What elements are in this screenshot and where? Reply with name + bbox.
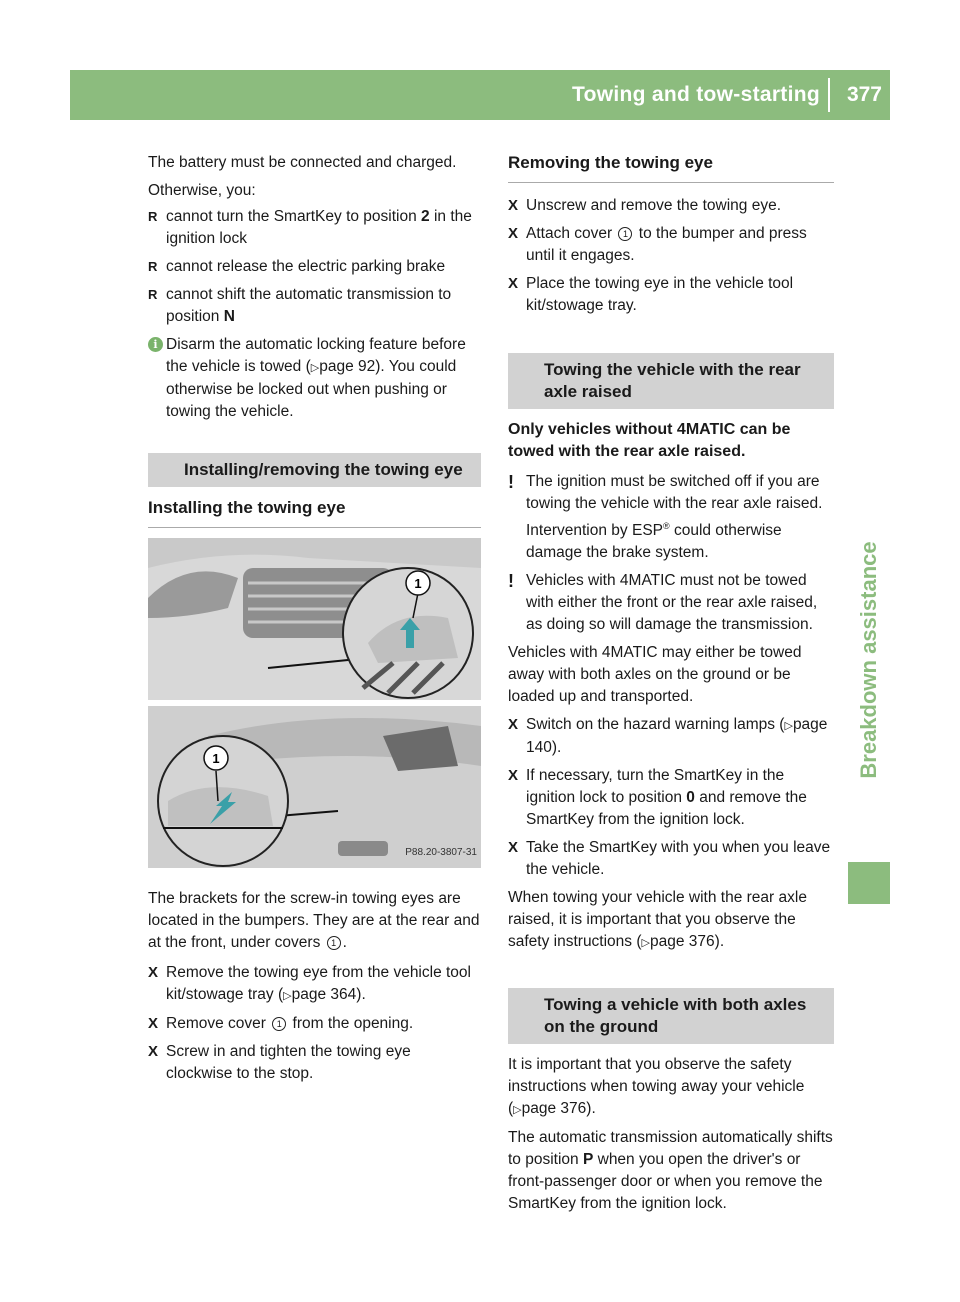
warning-icon: ! [508, 472, 514, 492]
page-ref-icon: ▷ [784, 720, 793, 733]
page-ref-link[interactable]: page 376 [650, 933, 715, 951]
instruction-step: X Unscrew and remove the towing eye. [508, 195, 834, 217]
step-arrow-icon: X [508, 275, 519, 292]
callout-1-icon: 1 [272, 1017, 286, 1031]
instruction-step: X Switch on the hazard warning lamps (▷page 140). [508, 716, 828, 757]
brackets-paragraph: The brackets for the screw-in towing eyes are located in the bumpers. They are at the rear and at the front, under covers 1 . [148, 890, 480, 951]
step-arrow-icon: X [148, 1015, 159, 1032]
figure-callout-rear: 1 [212, 751, 220, 766]
page-ref-link[interactable]: page 364 [291, 986, 357, 1003]
rear-axle-notice: Only vehicles without 4MATIC can be towed with the rear axle raised. [508, 421, 791, 460]
step-arrow-icon: X [148, 1043, 159, 1060]
bullet-item: R cannot turn the SmartKey to position 2 in the ignition lock [148, 206, 481, 250]
front-bumper-image [148, 538, 481, 700]
page-number: 377 [846, 83, 882, 106]
step-arrow-icon: X [508, 839, 519, 857]
step-arrow-icon: X [508, 225, 519, 242]
both-axles-paragraph-1: It is important that you observe the safety instructions when towing away your vehicle (▷page 376). [508, 1056, 805, 1118]
step-arrow-icon: X [508, 197, 519, 214]
step-arrow-icon: X [508, 767, 519, 785]
instruction-step: X Place the towing eye in the vehicle tool kit/stowage tray. [508, 275, 794, 314]
warning-note: ! The ignition must be switched off if you are towing the vehicle with the rear axle raised. Intervention by ESP® could otherwise damage the brake system. [508, 472, 823, 562]
instruction-step: X If necessary, turn the SmartKey in the ignition lock to position 0 and remove the SmartKey from the ignition lock. [508, 767, 807, 829]
towing-eye-figure [148, 538, 481, 868]
subtitle-installing: Installing the towing eye [148, 497, 481, 528]
header-separator [828, 78, 830, 112]
page-ref-link[interactable]: page 92 [319, 358, 376, 375]
callout-1-icon: 1 [618, 227, 632, 241]
intro-line-2: Otherwise, you: [148, 182, 256, 199]
side-tab-label: Breakdown assistance [856, 541, 881, 779]
figure-code: P88.20-3807-31 [405, 847, 477, 858]
step-arrow-icon: X [148, 964, 159, 981]
section-title-both-axles: Towing a vehicle with both axles on the ground [508, 988, 834, 1044]
side-tab-marker [848, 862, 890, 904]
instruction-step: X Take the SmartKey with you when you leave the vehicle. [508, 839, 831, 879]
bullet-item: R cannot release the electric parking brake [148, 256, 481, 278]
page-ref-icon: ▷ [641, 937, 650, 950]
figure-callout-front: 1 [414, 576, 422, 591]
page-ref-icon: ▷ [310, 362, 320, 374]
warning-icon: ! [508, 571, 514, 592]
both-axles-paragraph-2: The automatic transmission automatically shifts to position P when you open the driver's or front-passenger door or when you remove the SmartKey from the ignition lock. [508, 1129, 833, 1213]
instruction-step: X Remove cover 1 from the opening. [148, 1013, 481, 1035]
page-ref-icon: ▷ [513, 1104, 522, 1117]
right-column [508, 152, 834, 1221]
header-title: Towing and tow-starting [572, 83, 820, 106]
page-ref-link[interactable]: page 140 [526, 716, 828, 757]
warning-note: ! Vehicles with 4MATIC must not be towed with either the front or the rear axle raised, as doing so will damage the transmission. [508, 571, 818, 634]
info-note: i Disarm the automatic locking feature before the vehicle is towed (▷page 92). You could otherwise be locked out when pushing or towing the vehicle. [148, 334, 481, 423]
left-column [148, 152, 481, 1091]
instruction-step: X Screw in and tighten the towing eye clockwise to the stop. [148, 1043, 411, 1082]
section-title-rear-axle: Towing the vehicle with the rear axle raised [508, 353, 834, 409]
instruction-step: X Remove the towing eye from the vehicle tool kit/stowage tray (▷page 364). [148, 964, 471, 1003]
subtitle-removing: Removing the towing eye [508, 152, 834, 183]
section-title-installing: Installing/removing the towing eye [148, 453, 481, 487]
intro-line-1: The battery must be connected and charged. [148, 154, 457, 171]
instruction-step: X Attach cover 1 to the bumper and press until it engages. [508, 225, 807, 264]
page-ref-icon: ▷ [283, 990, 292, 1002]
bullet-item: R cannot shift the automatic transmission to position N [148, 284, 481, 328]
info-icon: i [148, 337, 163, 352]
header-bar [70, 70, 890, 120]
page-ref-link[interactable]: page 376 [521, 1100, 587, 1118]
safety-paragraph: When towing your vehicle with the rear axle raised, it is important that you observe the safety instructions (▷page 376). [508, 889, 807, 951]
step-arrow-icon: X [508, 716, 519, 734]
callout-1-icon: 1 [327, 936, 341, 950]
4matic-paragraph: Vehicles with 4MATIC may either be towed away with both axles on the ground or be loaded up and transported. [508, 644, 802, 706]
rear-bumper-image [148, 706, 481, 868]
